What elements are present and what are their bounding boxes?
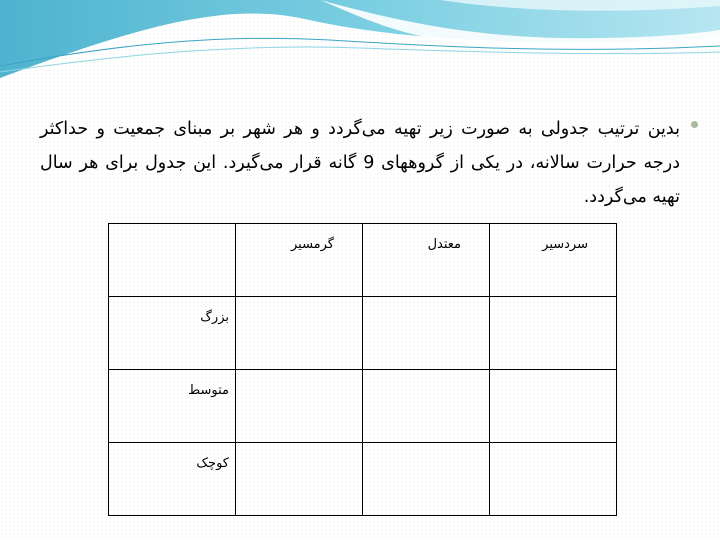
table-row (109, 297, 617, 370)
table-row (109, 443, 617, 516)
table-row (109, 370, 617, 443)
table-cell (363, 370, 490, 443)
header-wave-decoration (0, 0, 720, 90)
bullet-dot-icon (691, 121, 698, 128)
table-cell (363, 297, 490, 370)
row-header: بزرگ (109, 297, 236, 370)
table-cell (490, 443, 617, 516)
table-cell (236, 443, 363, 516)
table-cell (490, 370, 617, 443)
paragraph-text: بدین ترتیب جدولی به صورت زیر تهیه می‌گردد و هر شهر بر مبنای جمعیت و حداکثر درجه حرارت سالانه، در یکی از گروههای 9 گانه قرار می‌گیرد. این جدول برای هر سال تهیه می‌گردد. (40, 119, 680, 207)
corner-cell (109, 224, 236, 297)
row-header: کوچک (109, 443, 236, 516)
table-cell (490, 297, 617, 370)
column-header: سردسیر (490, 224, 617, 297)
column-header: معتدل (363, 224, 490, 297)
classification-table (108, 223, 617, 516)
table-header-row (109, 224, 617, 297)
table-cell (236, 297, 363, 370)
table-cell (363, 443, 490, 516)
row-header: متوسط (109, 370, 236, 443)
column-header: گرمسیر (236, 224, 363, 297)
bullet-text-block (40, 112, 680, 214)
table-cell (236, 370, 363, 443)
